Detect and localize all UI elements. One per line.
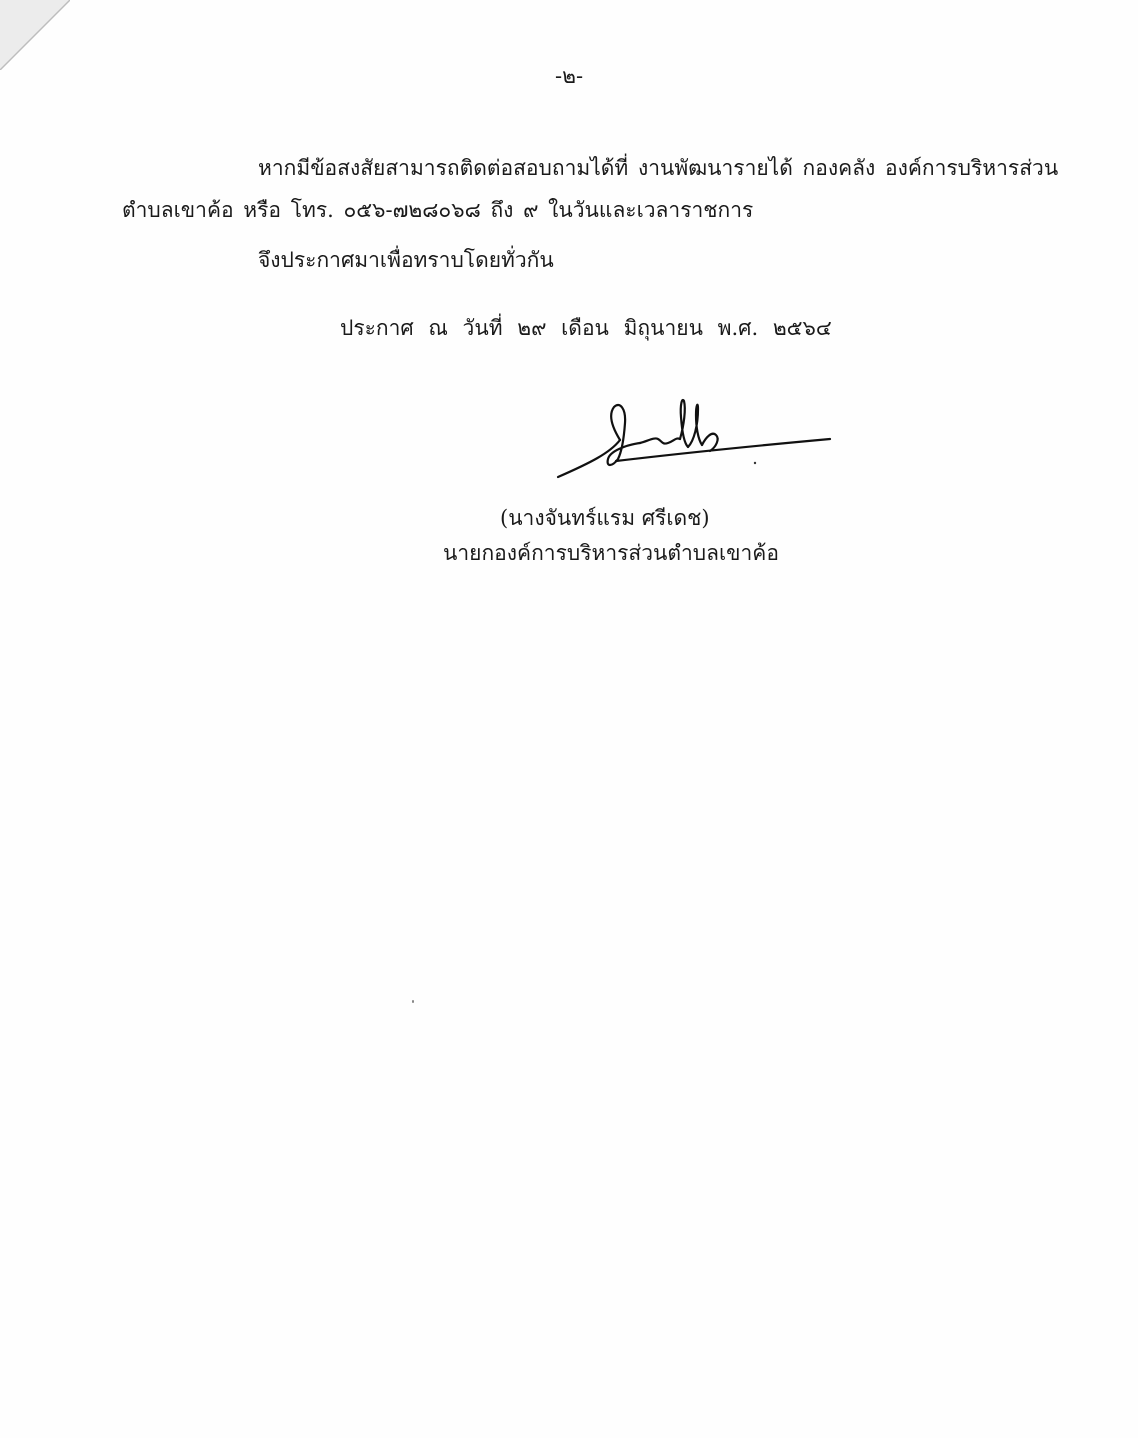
contact-paragraph-line-2: ตำบลเขาค้อ หรือ โทร. ๐๕๖-๗๒๘๐๖๘ ถึง ๙ ในวันและเวลาราชการ: [122, 198, 754, 222]
announcement-date: ประกาศ ณ วันที่ ๒๙ เดือน มิถุนายน พ.ศ. ๒๕๖๔: [340, 316, 832, 340]
contact-paragraph-line-1: หากมีข้อสงสัยสามารถติดต่อสอบถามได้ที่ งานพัฒนารายได้ กองคลัง องค์การบริหารส่วน: [258, 156, 1059, 180]
signer-name: (นางจันทร์แรม ศรีเดช): [500, 506, 710, 530]
page-corner-fold: [0, 0, 70, 70]
scan-speck: [412, 1000, 414, 1003]
signer-title: นายกองค์การบริหารส่วนตำบลเขาค้อ: [443, 541, 779, 565]
handwritten-signature: [550, 395, 840, 485]
page-number: -๒-: [555, 64, 584, 88]
announcement-closing: จึงประกาศมาเพื่อทราบโดยทั่วกัน: [258, 248, 554, 272]
